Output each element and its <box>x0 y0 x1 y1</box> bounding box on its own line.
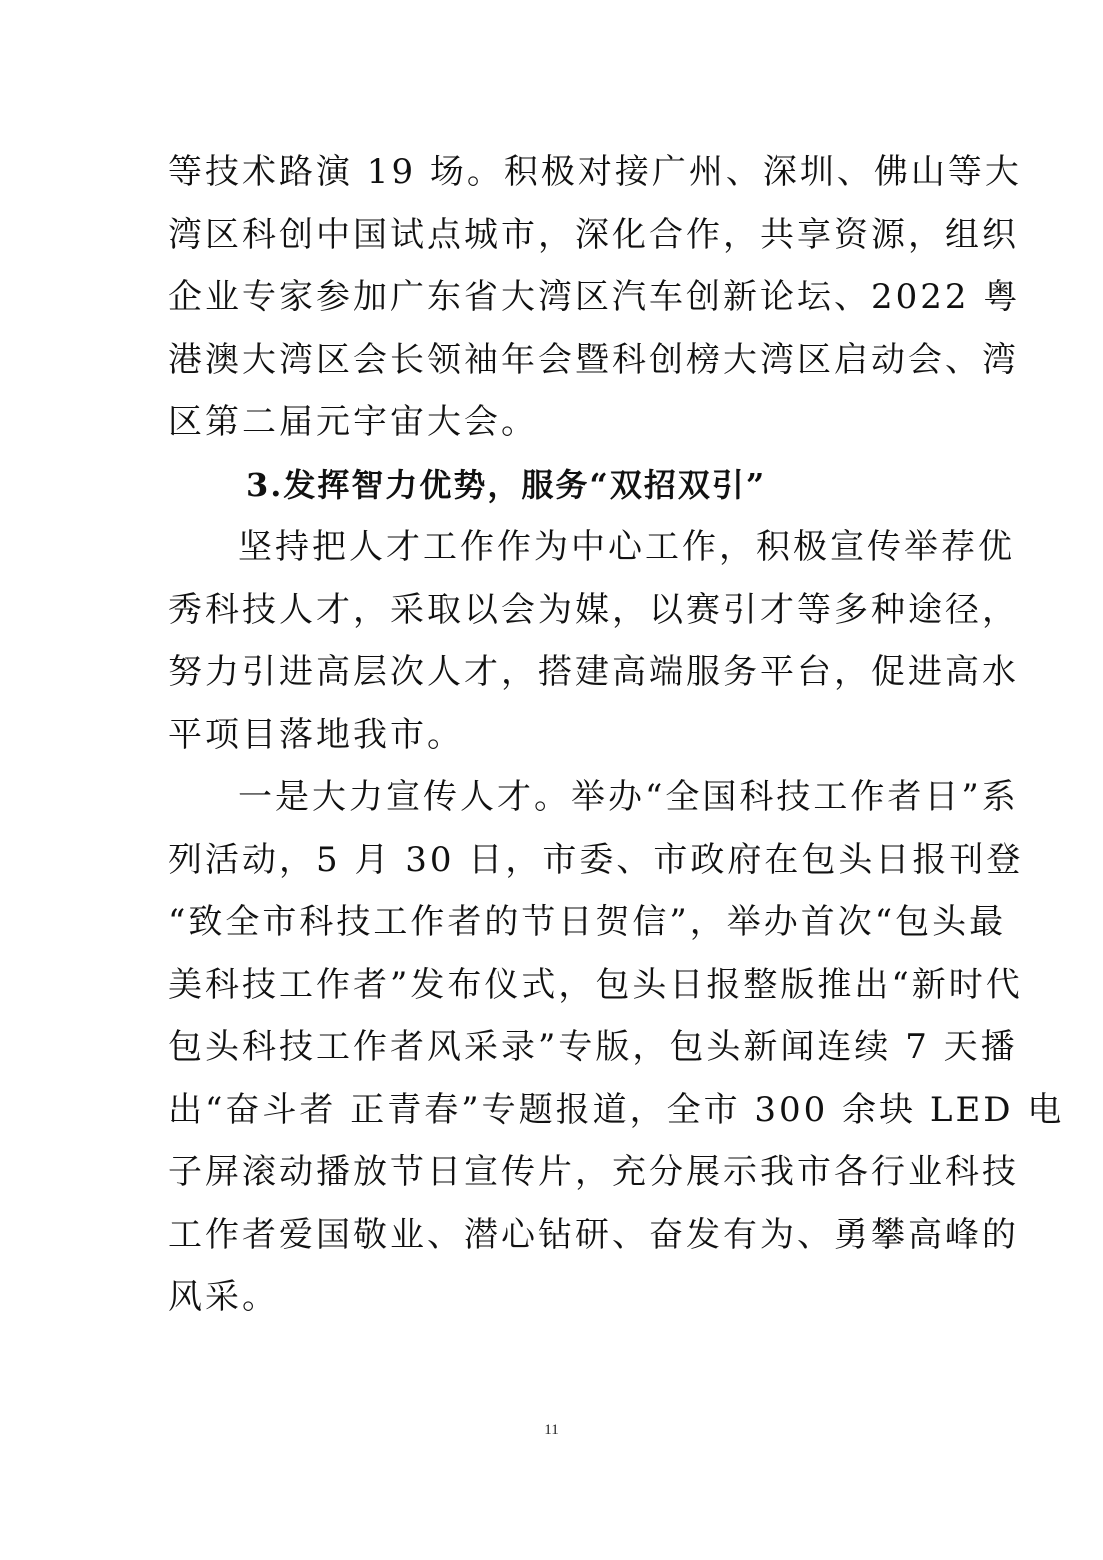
text-line: 工作者爱国敬业、潜心钻研、奋发有为、勇攀高峰的 <box>168 1214 1019 1255</box>
text-line: 湾区科创中国试点城市，深化合作，共享资源，组织 <box>168 214 1019 255</box>
text-line: 子屏滚动播放节日宣传片，充分展示我市各行业科技 <box>168 1152 1019 1192</box>
page-number: 11 <box>544 1422 559 1438</box>
paragraph-promote-talent <box>168 766 1065 1329</box>
body-text <box>168 141 1065 1329</box>
text-line: 区第二届元宇宙大会。 <box>168 402 538 442</box>
text-line: 等技术路演 19 场。积极对接广州、深圳、佛山等大 <box>168 152 1022 192</box>
text-line: 企业专家参加广东省大湾区汽车创新论坛、2022 粤 <box>168 277 1021 317</box>
text-line: 出“奋斗者 正青春”专题报道，全市 300 余块 LED 电 <box>168 1089 1065 1130</box>
text-line: 列活动，5 月 30 日，市委、市政府在包头日报刊登 <box>168 839 1024 880</box>
text-line: 包头科技工作者风采录”专版，包头新闻连续 7 天播 <box>168 1027 1018 1067</box>
text-line: 平项目落地我市。 <box>168 714 464 755</box>
text-line: 秀科技人才，采取以会为媒，以赛引才等多种途径， <box>168 589 1019 630</box>
paragraph-continuation <box>168 141 1022 454</box>
text-line: 风采。 <box>168 1277 279 1317</box>
text-line: 一是大力宣传人才。举办“全国科技工作者日”系 <box>238 777 1019 817</box>
text-line: 港澳大湾区会长领袖年会暨科创榜大湾区启动会、湾 <box>168 339 1019 380</box>
text-line: “致全市科技工作者的节日贺信”，举办首次“包头最 <box>168 902 1007 942</box>
text-line: 美科技工作者”发布仪式，包头日报整版推出“新时代 <box>168 964 1023 1005</box>
text-line: 坚持把人才工作作为中心工作，积极宣传举荐优 <box>238 527 1015 567</box>
paragraph-talent-work <box>168 516 1019 766</box>
section-heading: 3.发挥智力优势，服务“双招双引” <box>246 465 767 504</box>
text-line: 努力引进高层次人才，搭建高端服务平台，促进高水 <box>168 652 1019 692</box>
